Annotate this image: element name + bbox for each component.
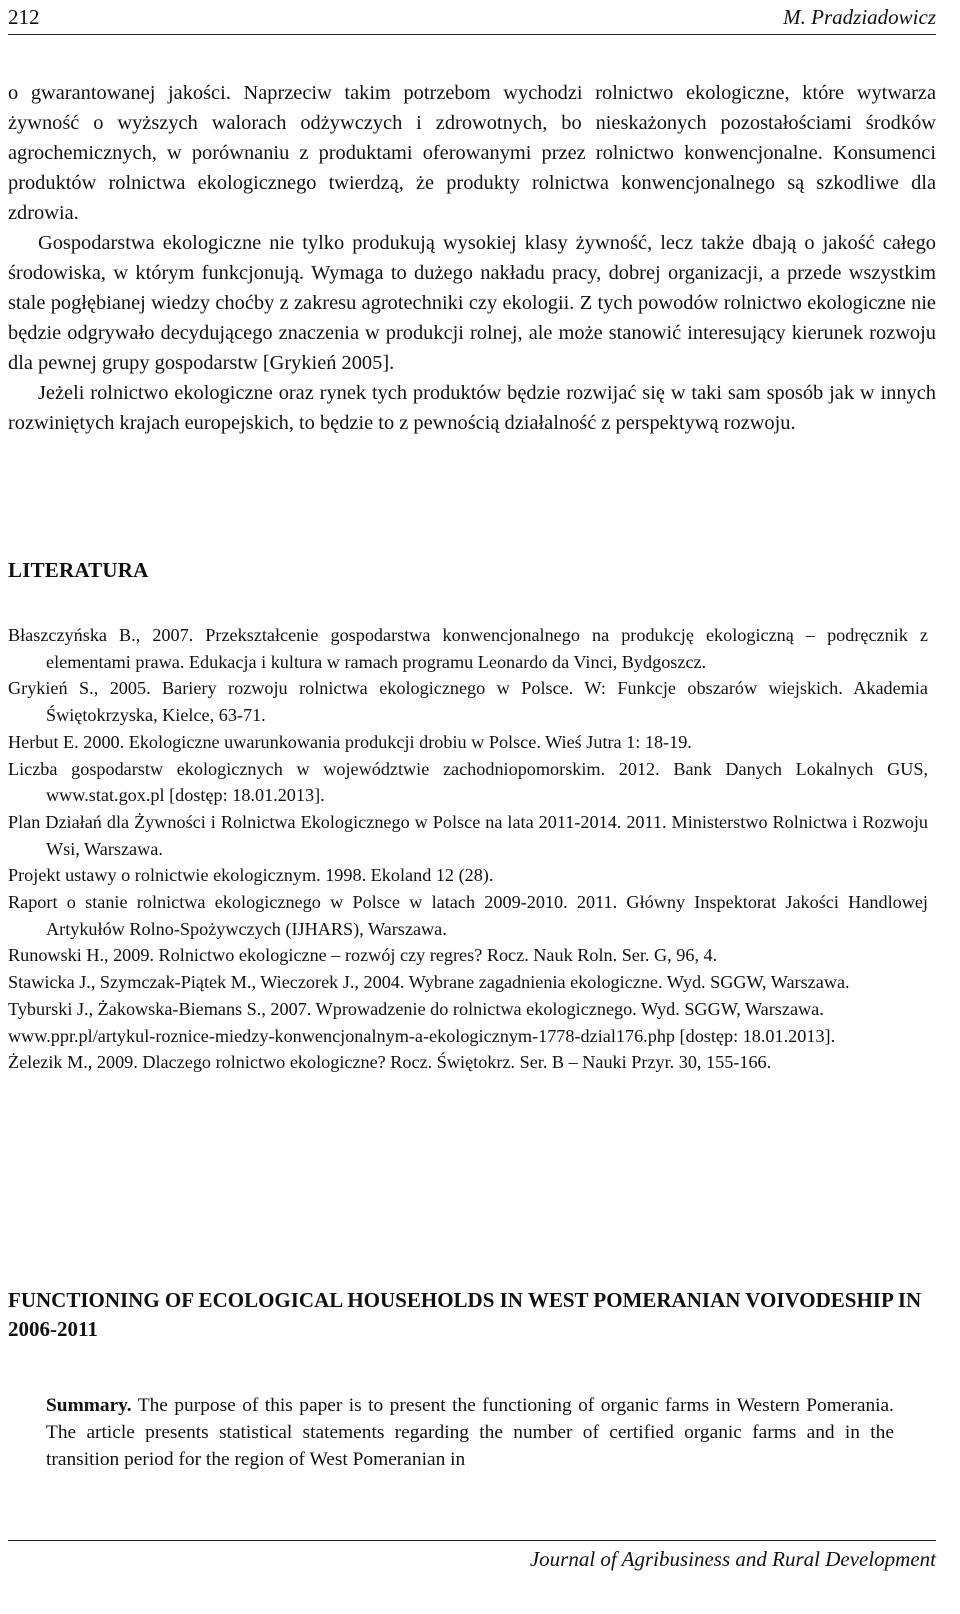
- paragraph: o gwarantowanej jakości. Naprzeciw takim potrzebom wychodzi rolnictwo ekologiczne, które wytwarza żywność o wyższych walorach odżywczych i zdrowotnych, bo nieskażonych pozostałościami środków agrochemicznych, w porównaniu z produktami oferowanymi przez rolnictwo konwencjonalne. Konsumenci produktów rolnictwa ekologicznego twierdzą, że produkty rolnictwa konwencjonalnego są szkodliwe dla zdrowia.: [8, 82, 936, 224]
- reference-item: www.ppr.pl/artykul-roznice-miedzy-konwencjonalnym-a-ekologicznym-1778-dzial176.php [dostęp: 18.01.2013].: [8, 1025, 836, 1046]
- page-footer: [8, 1540, 936, 1581]
- journal-name: Journal of Agribusiness and Rural Development: [529, 1547, 936, 1571]
- reference-item: Błaszczyńska B., 2007. Przekształcenie gospodarstwa konwencjonalnego na produkcję ekologiczną – podręcznik z elementami prawa. Edukacja i kultura w ramach programu Leonardo da Vinci, Bydgoszcz.: [8, 625, 928, 672]
- paragraph: Jeżeli rolnictwo ekologiczne oraz rynek tych produktów będzie rozwijać się w taki sam sposób jak w innych rozwiniętych krajach europejskich, to będzie to z pewnością działalność z perspektywą rozwoju.: [8, 382, 936, 434]
- reference-item: Liczba gospodarstw ekologicznych w województwie zachodniopomorskim. 2012. Bank Danych Lokalnych GUS, www.stat.gox.pl [dostęp: 18.01.2013].: [8, 758, 928, 806]
- reference-item: Plan Działań dla Żywności i Rolnictwa Ekologicznego w Polsce na lata 2011-2014. 2011. Ministerstwo Rolnictwa i Rozwoju Wsi, Warszawa.: [8, 811, 928, 859]
- reference-list: [8, 622, 928, 1076]
- reference-item: Stawicka J., Szymczak-Piątek M., Wieczorek J., 2004. Wybrane zagadnienia ekologiczne. Wyd. SGGW, Warszawa.: [8, 972, 850, 993]
- reference-item: Projekt ustawy o rolnictwie ekologicznym. 1998. Ekoland 12 (28).: [8, 865, 494, 886]
- page-number: 212: [8, 4, 40, 29]
- summary: [46, 1392, 894, 1473]
- english-title: FUNCTIONING OF ECOLOGICAL HOUSEHOLDS IN WEST POMERANIAN VOIVODESHIP IN 2006-2011: [8, 1288, 922, 1341]
- paragraph: Gospodarstwa ekologiczne nie tylko produkują wysokiej klasy żywność, lecz także dbają o jakość całego środowiska, w którym funkcjonują. Wymaga to dużego nakładu pracy, dobrej organizacji, a przede wszystkim stale pogłębianej wiedzy choćby z zakresu agrotechniki czy ekologii. Z tych powodów rolnictwo ekologiczne nie będzie odgrywało decydującego znaczenia w produkcji rolnej, ale może stanowić interesujący kierunek rozwoju dla pewnej grupy gospodarstw [Grykień 2005].: [8, 232, 936, 374]
- summary-text: The purpose of this paper is to present the functioning of organic farms in Western Pomerania. The article presents statistical statements regarding the number of certified organic farms and in the transition period for the region of West Pomeranian in: [46, 1395, 894, 1470]
- summary-lead: Summary.: [46, 1395, 132, 1416]
- reference-item: Raport o stanie rolnictwa ekologicznego w Polsce w latach 2009-2010. 2011. Główny Inspektorat Jakości Handlowej Artykułów Rolno-Spożywczych (IJHARS), Warszawa.: [8, 892, 928, 939]
- body-text: [8, 78, 936, 438]
- reference-item: Tyburski J., Żakowska-Biemans S., 2007. Wprowadzenie do rolnictwa ekologicznego. Wyd. SGGW, Warszawa.: [8, 998, 824, 1019]
- literature-heading: LITERATURA: [8, 558, 149, 582]
- reference-item: Żelezik M., 2009. Dlaczego rolnictwo ekologiczne? Rocz. Świętokrz. Ser. B – Nauki Przyr. 30, 155-166.: [8, 1052, 772, 1073]
- page-header: [8, 0, 936, 35]
- reference-item: Grykień S., 2005. Bariery rozwoju rolnictwa ekologicznego w Polsce. W: Funkcje obszarów wiejskich. Akademia Świętokrzyska, Kielce, 63-71.: [8, 678, 928, 726]
- running-author: M. Pradziadowicz: [783, 4, 936, 29]
- reference-item: Herbut E. 2000. Ekologiczne uwarunkowania produkcji drobiu w Polsce. Wieś Jutra 1: 18-19.: [8, 731, 692, 752]
- reference-item: Runowski H., 2009. Rolnictwo ekologiczne – rozwój czy regres? Rocz. Nauk Roln. Ser. G, 96, 4.: [8, 945, 718, 966]
